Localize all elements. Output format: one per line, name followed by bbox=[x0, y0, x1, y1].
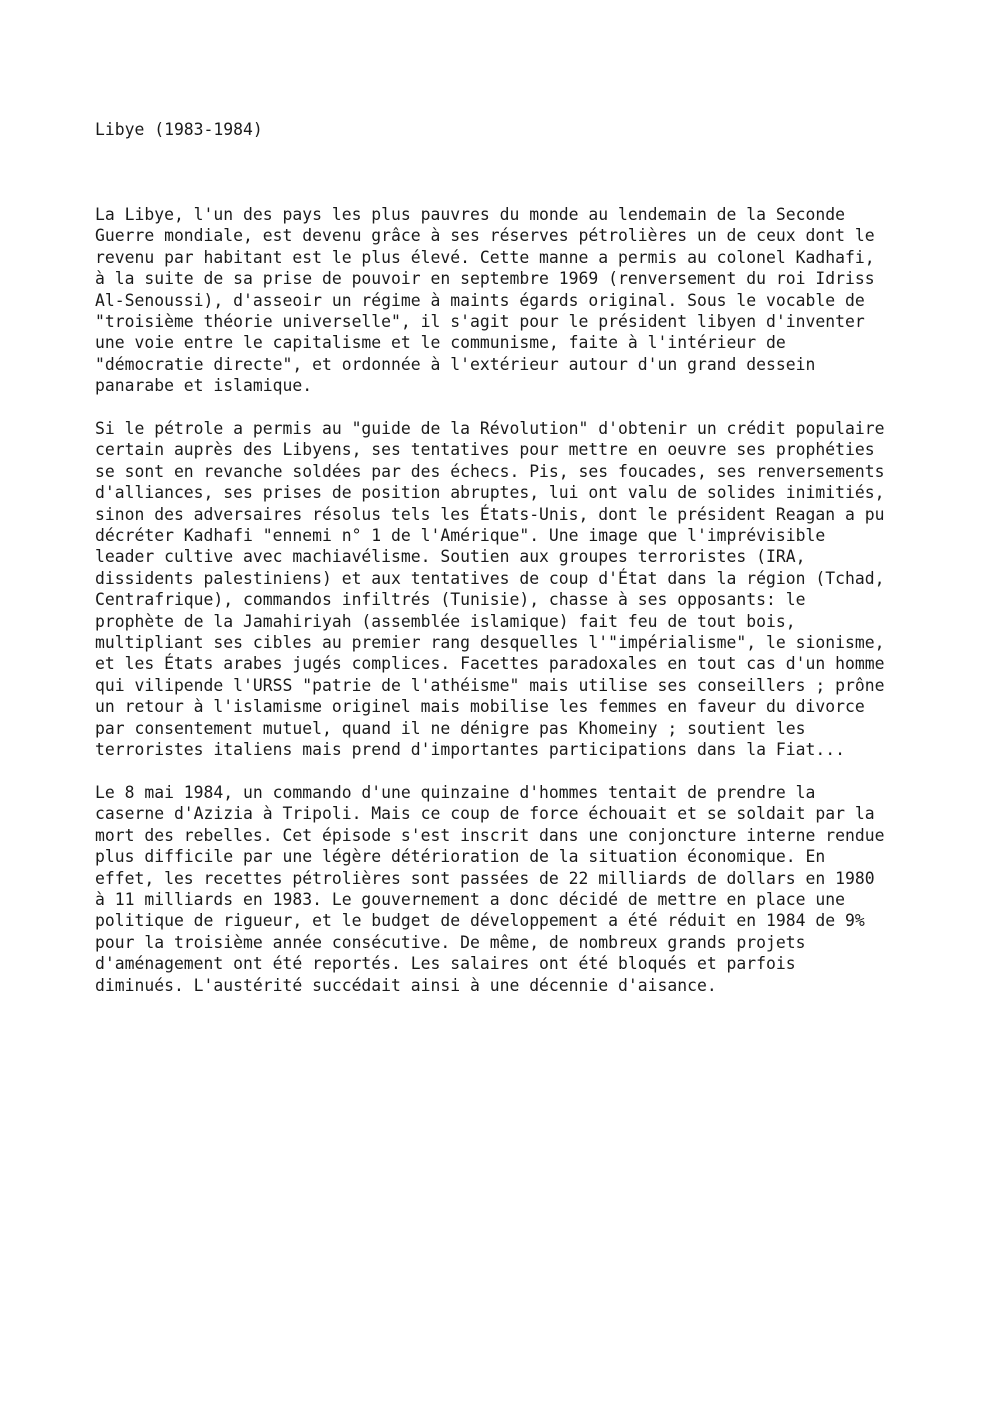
paragraph-1: La Libye, l'un des pays les plus pauvres du monde au lendemain de la Seconde Guerre mondiale, est devenu grâce à ses réserves pétrolières un de ceux dont le revenu par habitant est le plus élevé. Cette manne a permis au colonel Kadhafi, à la suite de sa prise de pouvoir en septembre 1969 (renversement du roi Idriss Al-Senoussi), d'asseoir un régime à maints égards original. Sous le vocable de "troisième théorie universelle", il s'agit pour le président libyen d'inventer une voie entre le capitalisme et le communisme, faite à l'intérieur de "démocratie directe", et ordonnée à l'extérieur autour d'un grand dessein panarabe et islamique. bbox=[95, 205, 875, 396]
paragraph-3: Le 8 mai 1984, un commando d'une quinzaine d'hommes tentait de prendre la caserne d'Azizia à Tripoli. Mais ce coup de force échouait et se soldait par la mort des rebelles. Cet épisode s'est inscrit dans une conjoncture interne rendue plus difficile par une légère détérioration de la situation économique. En effet, les recettes pétrolières sont passées de 22 milliards de dollars en 1980 à 11 milliards en 1983. Le gouvernement a donc décidé de mettre en place une politique de rigueur, et le budget de développement a été réduit en 1984 de 9% pour la troisième année consécutive. De même, de nombreux grands projets d'aménagement ont été reportés. Les salaires ont été bloqués et parfois diminués. L'austérité succédait ainsi à une décennie d'aisance. bbox=[95, 783, 885, 995]
paragraph-2: Si le pétrole a permis au "guide de la Révolution" d'obtenir un crédit populaire certain auprès des Libyens, ses tentatives pour mettre en oeuvre ses prophéties se sont en revanche soldées par des échecs. Pis, ses foucades, ses renversements d'alliances, ses prises de position abruptes, lui ont valu de solides inimitiés, sinon des adversaires résolus tels les États-Unis, dont le président Reagan a pu décréter Kadhafi "ennemi n° 1 de l'Amérique". Une image que l'imprévisible leader cultive avec machiavélisme. Soutien aux groupes terroristes (IRA, dissidents palestiniens) et aux tentatives de coup d'État dans la région (Tchad, Centrafrique), commandos infiltrés (Tunisie), chasse à ses opposants: le prophète de la Jamahiriyah (assemblée islamique) fait feu de tout bois, multipliant ses cibles au premier rang desquelles l'"impérialisme", le sionisme, et les États arabes jugés complices. Facettes paradoxales en tout cas d'un homme qui vilipende l'URSS "patrie de l'athéisme" mais utilise ses conseillers ; prône un retour à l'islamisme originel mais mobilise les femmes en faveur du divorce par consentement mutuel, quand il ne dénigre pas Khomeiny ; soutient les terroristes italiens mais prend d'importantes participations dans la Fiat... bbox=[95, 419, 885, 760]
document-title: Libye (1983-1984) bbox=[95, 120, 263, 139]
